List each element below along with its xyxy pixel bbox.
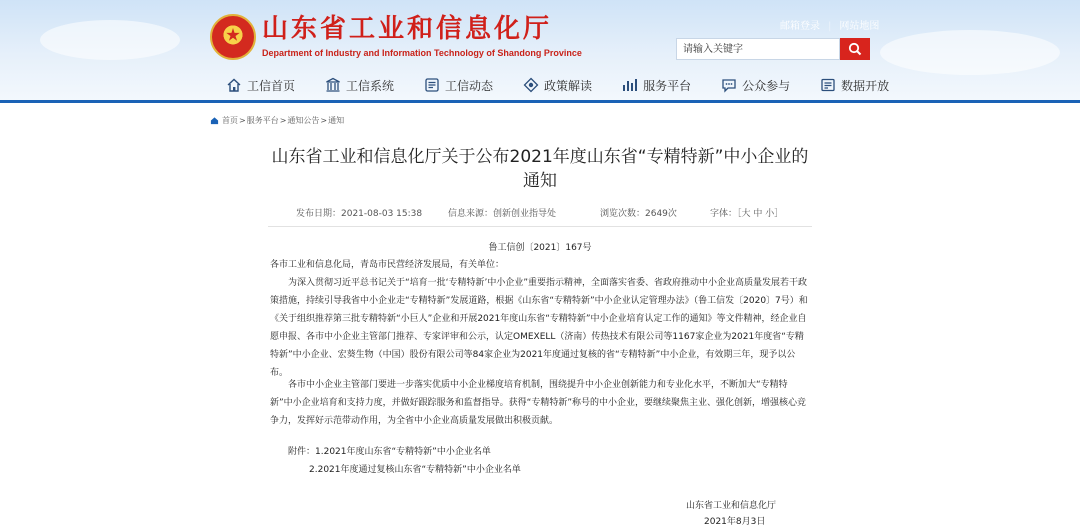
nav-item-participation[interactable]	[721, 76, 790, 94]
site-map-link[interactable]: 网站地图	[839, 21, 880, 32]
nav-item-label: 公众参与	[742, 78, 791, 93]
breadcrumb-separator: >	[279, 116, 287, 125]
font-size-control[interactable]: 字体：［大 中 小］	[710, 209, 784, 219]
service-icon	[622, 77, 638, 93]
signature: 山东省工业和信息化厅	[686, 501, 777, 511]
nav-item-service[interactable]	[622, 76, 691, 94]
breadcrumb-separator: >	[239, 116, 246, 125]
header-decoration	[40, 20, 180, 60]
search-input[interactable]	[676, 38, 840, 60]
breadcrumb-separator: >	[320, 116, 328, 125]
site-header	[0, 0, 1080, 103]
document-number: 鲁工信创〔2021〕167号	[488, 243, 592, 253]
site-name-english: Department of Industry and Information Technology of Shandong Province	[262, 48, 582, 58]
breadcrumb-notices[interactable]: 通知公告	[287, 116, 320, 125]
search-box	[676, 38, 870, 60]
nav-item-label: 政策解读	[544, 78, 593, 93]
paragraph-1: 为深入贯彻习近平总书记关于“培育一批‘专精特新’中小企业”重要指示精神，全面落实省委、省政府推动中小企业高质量发展若干政策措施，持续引导我省中小企业走“专精特新”发展道路，根据《山东省“专精特新”中小企业认定管理办法》（鲁工信发〔2020〕7号）和《关于组织推荐第三批专精特新“小巨人”企业和开展2021年度山东省“专精特新”中小企业培育认定工作的通知》等文件精神，经企业自愿申报、各市中小企业主管部门推荐、专家评审和公示，认定OMEXELL（济南）传热技术有限公司等1167家企业为2021年度省“专精特新”中小企业、宏葵生物（中国）股份有限公司等84家企业为2021年度通过复核的省“专精特新”中小企业，有效期三年，现予以公布。	[270, 278, 808, 378]
breadcrumb-service-platform[interactable]: 服务平台	[246, 116, 279, 125]
search-button[interactable]	[840, 38, 870, 60]
nav-item-label: 数据开放	[841, 78, 890, 93]
salutation: 各市工业和信息化局，青岛市民营经济发展局，有关单位：	[270, 260, 505, 270]
header-decoration	[880, 30, 1060, 75]
logo-emblem	[210, 14, 256, 60]
view-count: 浏览次数：2649次	[600, 209, 677, 219]
top-links	[780, 17, 879, 32]
main-nav	[226, 76, 919, 94]
data-icon	[820, 77, 836, 93]
mailbox-login-link[interactable]: 邮箱登录	[780, 21, 820, 32]
search-icon	[848, 42, 862, 56]
nav-item-label: 工信首页	[247, 78, 296, 93]
nav-item-label: 工信动态	[445, 78, 494, 93]
sign-date: 2021年8月3日	[704, 517, 766, 527]
chat-icon	[721, 77, 737, 93]
link-separator: |	[828, 21, 832, 32]
paragraph-2: 各市中小企业主管部门要进一步落实优质中小企业梯度培育机制，围绕提升中小企业创新能力和专业化水平，不断加大“专精特新”中小企业培育和支持力度，并做好跟踪服务和监督指导。获得“专精特新”称号的中小企业，要继续聚焦主业、强化创新，增强核心竞争力，发挥好示范带动作用，为全省中小企业高质量发展做出积极贡献。	[270, 380, 806, 426]
policy-icon	[523, 77, 539, 93]
nav-item-label: 服务平台	[643, 78, 692, 93]
divider	[268, 226, 812, 227]
publish-date: 发布日期：2021-08-03 15:38	[296, 209, 423, 219]
nav-item-home[interactable]	[226, 76, 295, 94]
article-title: 山东省工业和信息化厅关于公布2021年度山东省“专精特新”中小企业的通知	[271, 147, 809, 191]
site-name: 山东省工业和信息化厅	[262, 14, 553, 44]
home-icon	[210, 116, 219, 125]
news-icon	[424, 77, 440, 93]
nav-item-open-data[interactable]	[820, 76, 889, 94]
nav-item-system[interactable]	[325, 76, 394, 94]
breadcrumb	[210, 115, 344, 126]
nav-item-policy[interactable]	[523, 76, 592, 94]
info-source: 信息来源：创新创业指导处	[448, 209, 557, 219]
nav-item-label: 工信系统	[346, 78, 395, 93]
attachment-1[interactable]: 附件：1.2021年度山东省“专精特新”中小企业名单	[288, 447, 491, 457]
building-icon	[325, 77, 341, 93]
nav-item-news[interactable]	[424, 76, 493, 94]
attachment-2[interactable]: 2.2021年度通过复核山东省“专精特新”中小企业名单	[309, 465, 521, 475]
article-meta	[296, 206, 816, 220]
breadcrumb-notice[interactable]: 通知	[328, 116, 345, 125]
breadcrumb-home[interactable]: 首页	[222, 116, 238, 125]
home-icon	[226, 77, 242, 93]
